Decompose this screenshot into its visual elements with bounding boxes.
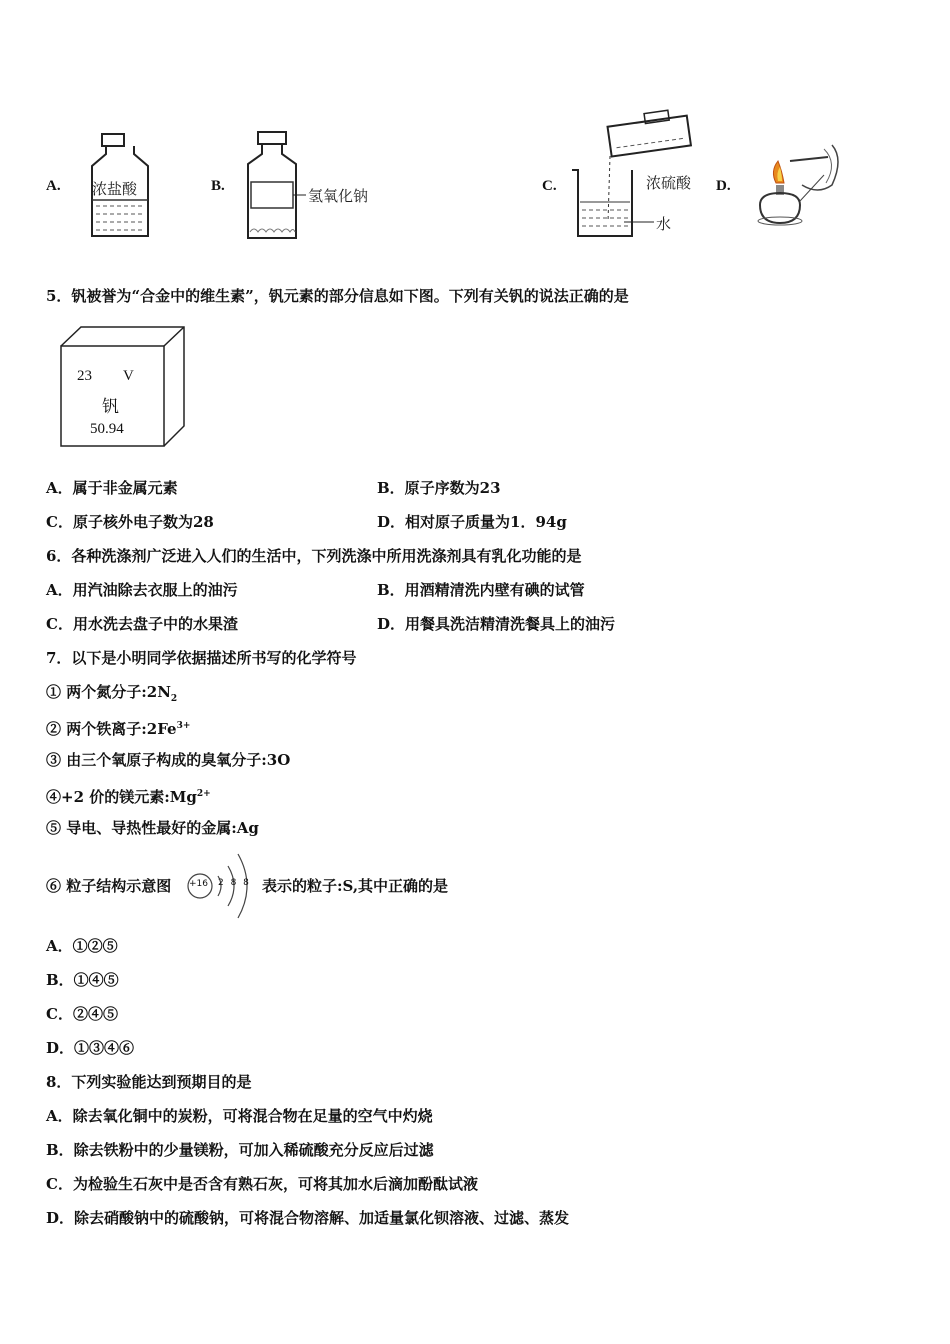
bottle-b-label: 氢氧化钠 bbox=[308, 187, 369, 205]
q5-option-c: C．原子核外电子数为28 bbox=[46, 513, 214, 531]
q7-item-1-text: ① 两个氮分子:2N bbox=[46, 683, 171, 701]
q7-option-b: B．①④⑤ bbox=[46, 971, 119, 989]
q8-stem: 8．下列实验能达到预期目的是 bbox=[46, 1073, 252, 1091]
q6-option-c: C．用水洗去盘子中的水果渣 bbox=[46, 615, 238, 633]
q7-item-2-text: ② 两个铁离子:2Fe bbox=[46, 720, 177, 738]
q7-option-c: C．②④⑤ bbox=[46, 1005, 118, 1023]
q5-option-a: A．属于非金属元素 bbox=[46, 479, 178, 497]
q8-option-b: B．除去铁粉中的少量镁粉，可加入稀硫酸充分反应后过滤 bbox=[46, 1141, 434, 1159]
q7-item-6-suffix: 表示的粒子:S,其中正确的是 bbox=[262, 877, 449, 895]
q7-item-1-subscript: 2 bbox=[170, 694, 178, 704]
element-symbol: V bbox=[123, 368, 134, 384]
q5-option-b: B．原子序数为23 bbox=[377, 479, 501, 497]
acid-label: 浓硫酸 bbox=[646, 174, 692, 192]
q6-option-a: A．用汽油除去衣服上的油污 bbox=[46, 581, 238, 599]
q8-option-a: A．除去氧化铜中的炭粉，可将混合物在足量的空气中灼烧 bbox=[46, 1107, 433, 1125]
particle-structure-diagram bbox=[186, 852, 254, 920]
electron-shell-counts: 2 8 8 bbox=[218, 878, 249, 888]
q7-item-1 bbox=[46, 682, 177, 709]
q5-option-d: D．相对原子质量为1．94g bbox=[377, 513, 567, 531]
q7-stem: 7．以下是小明同学依据描述所书写的化学符号 bbox=[46, 649, 357, 667]
q8-option-d: D．除去硝酸钠中的硫酸钠，可将混合物溶解、加适量氯化钡溶液、过滤、蒸发 bbox=[46, 1209, 570, 1227]
q7-item-4-text: ④+2 价的镁元素:Mg bbox=[46, 788, 197, 806]
option-d-label: D. bbox=[716, 178, 731, 194]
q7-item-6-prefix: ⑥ 粒子结构示意图 bbox=[46, 877, 172, 895]
q7-item-4-superscript: 2+ bbox=[196, 789, 211, 799]
nucleus-charge: +16 bbox=[189, 879, 208, 889]
q7-item-4 bbox=[46, 784, 211, 807]
element-card bbox=[60, 326, 185, 446]
alcohol-lamp-figure bbox=[746, 135, 846, 235]
option-a-label: A. bbox=[46, 178, 61, 194]
q6-stem: 6．各种洗涤剂广泛进入人们的生活中，下列洗涤中所用洗涤剂具有乳化功能的是 bbox=[46, 547, 582, 565]
q7-item-5: ⑤ 导电、导热性最好的金属:Ag bbox=[46, 819, 259, 837]
option-b-label: B. bbox=[211, 178, 225, 194]
q7-option-a: A．①②⑤ bbox=[46, 937, 118, 955]
element-name: 钒 bbox=[102, 397, 119, 417]
q7-item-2 bbox=[46, 716, 190, 739]
water-label: 水 bbox=[656, 215, 672, 233]
q6-option-b: B．用酒精清洗内壁有碘的试管 bbox=[377, 581, 585, 599]
atomic-mass: 50.94 bbox=[90, 421, 124, 437]
bottle-a-label: 浓盐酸 bbox=[92, 180, 138, 198]
atomic-number: 23 bbox=[77, 368, 92, 384]
q7-item-3: ③ 由三个氧原子构成的臭氧分子:3O bbox=[46, 751, 291, 769]
q8-option-c: C．为检验生石灰中是否含有熟石灰，可将其加水后滴加酚酞试液 bbox=[46, 1175, 478, 1193]
option-c-label: C. bbox=[542, 178, 557, 194]
q7-item-2-superscript: 3+ bbox=[176, 721, 191, 731]
q6-option-d: D．用餐具洗洁精清洗餐具上的油污 bbox=[377, 615, 616, 633]
q5-stem: 5．钒被誉为“合金中的维生素”，钒元素的部分信息如下图。下列有关钒的说法正确的是 bbox=[46, 287, 629, 305]
q7-option-d: D．①③④⑥ bbox=[46, 1039, 135, 1057]
